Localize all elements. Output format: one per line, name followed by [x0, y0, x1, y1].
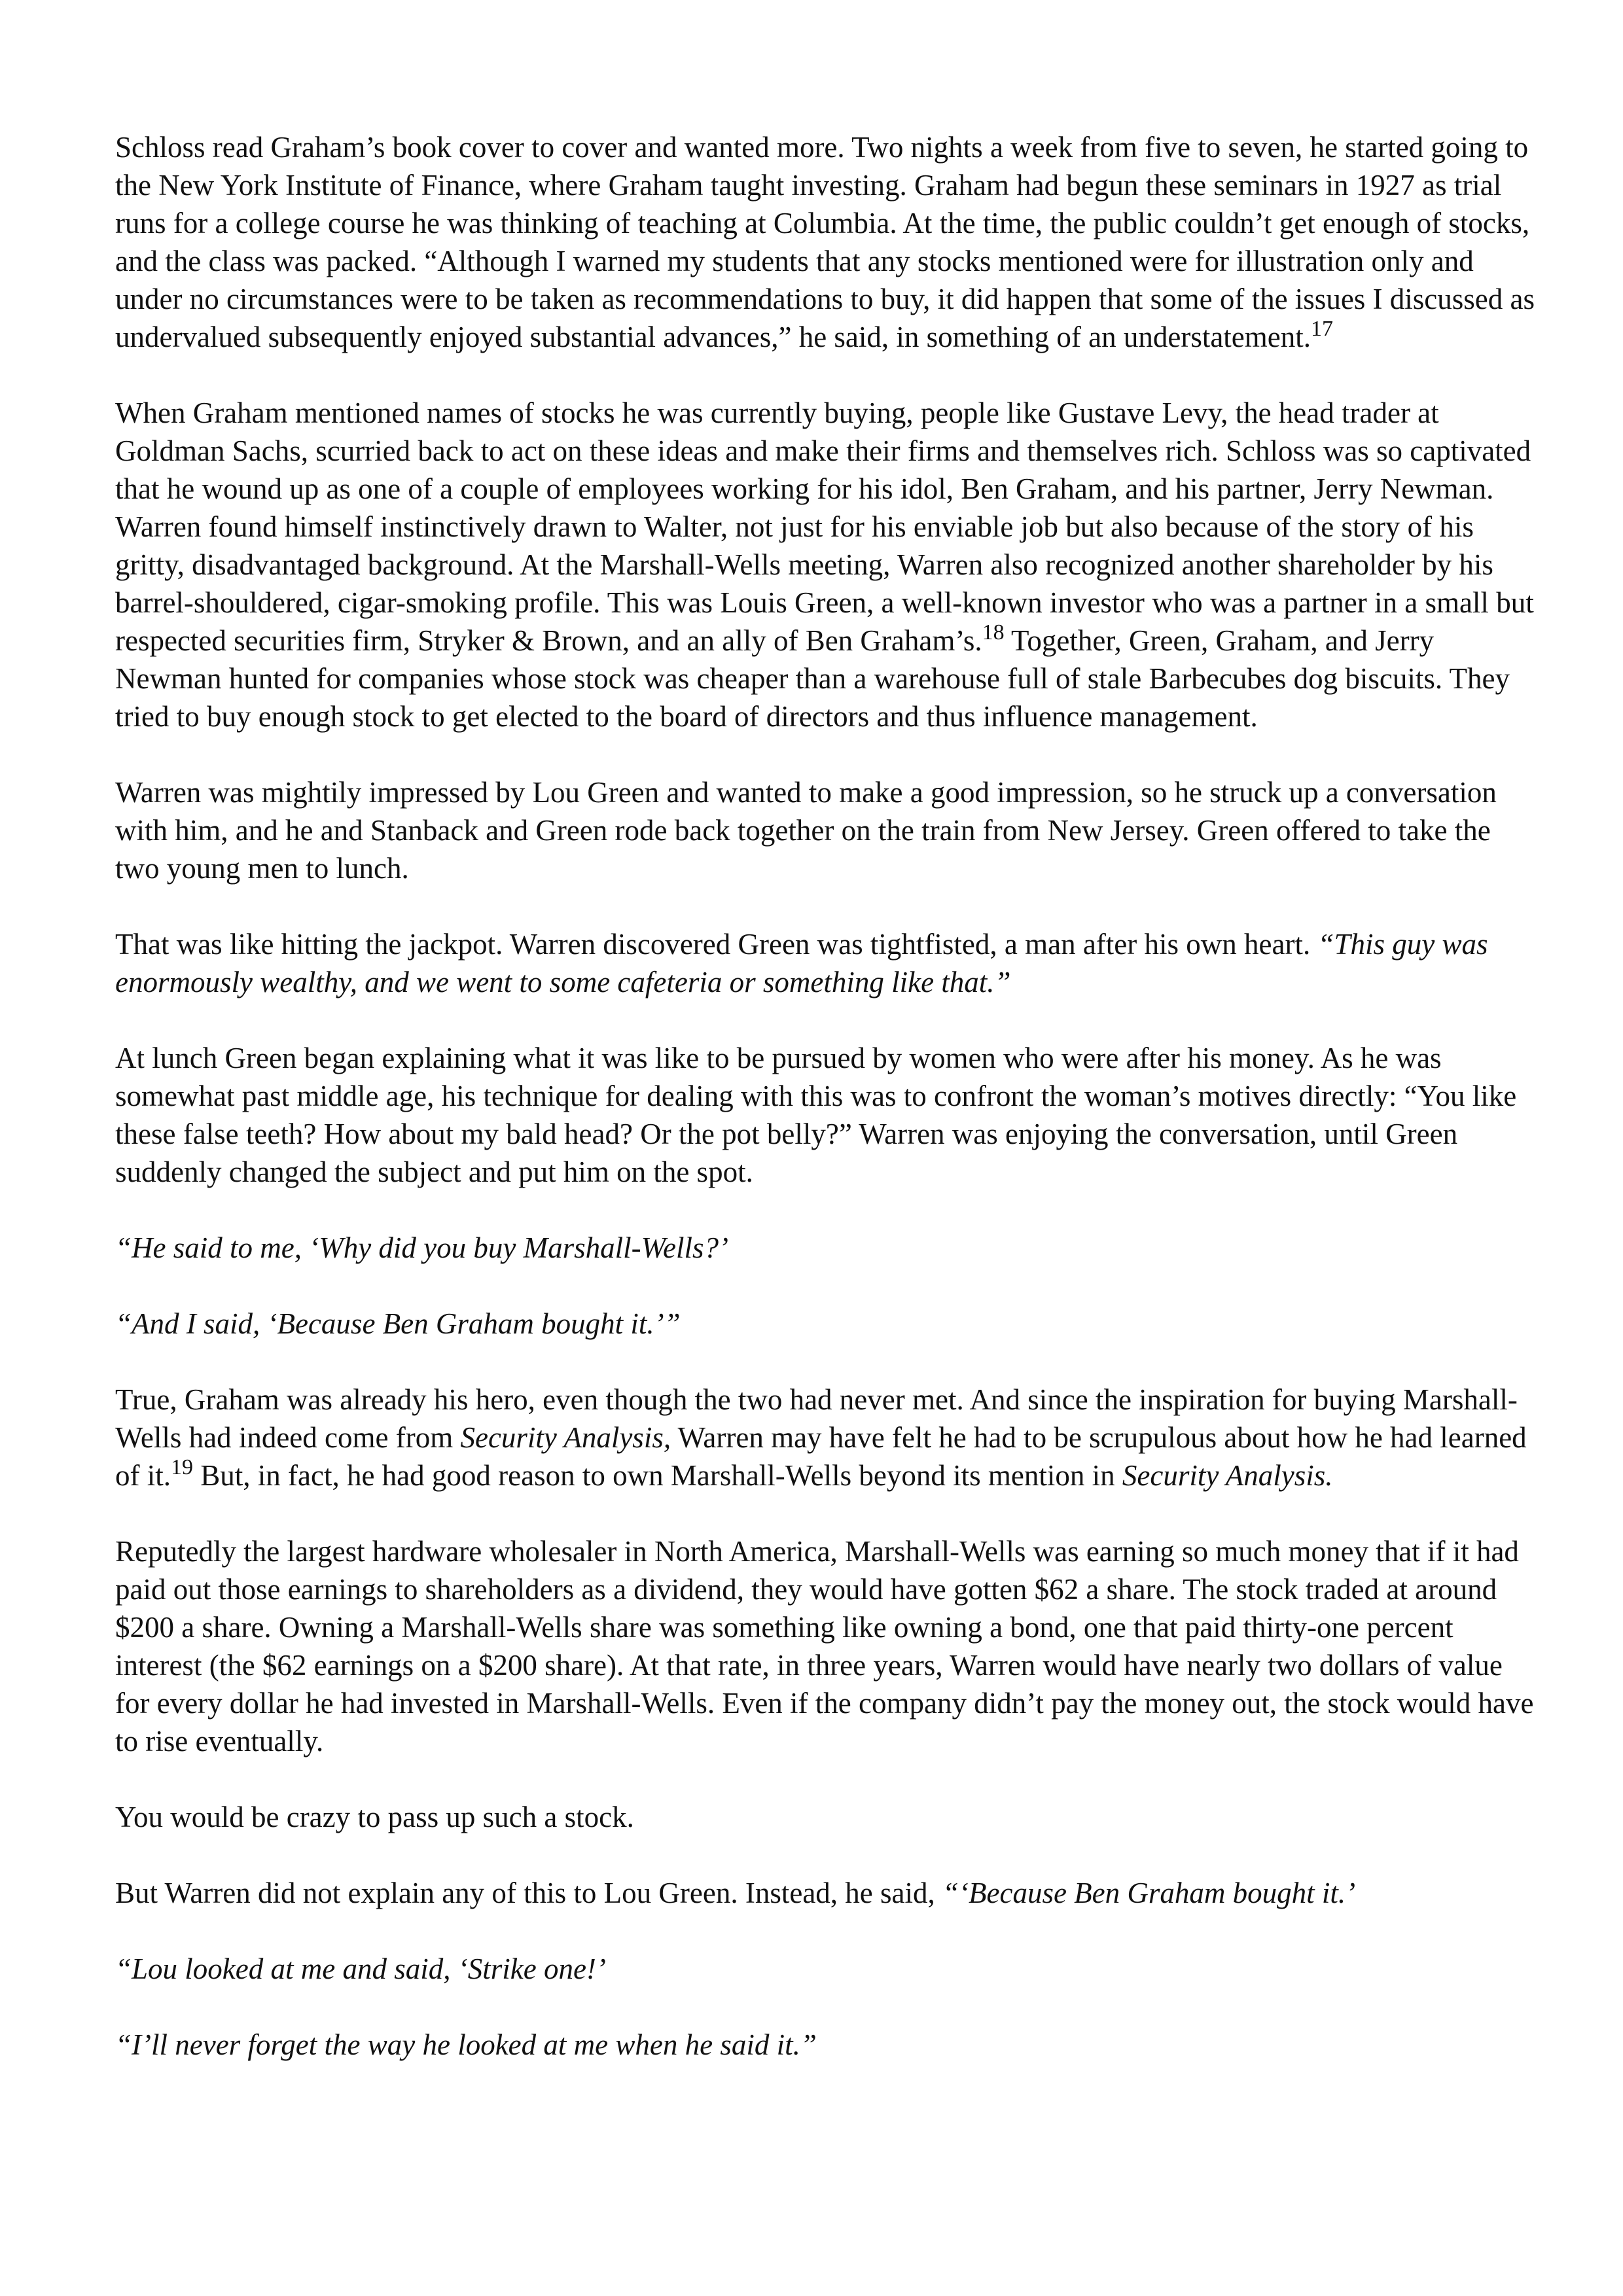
paragraph-text: Reputedly the largest hardware wholesaler in North America, Marshall-Wells was earning so much money that if it had paid out those earnings to shareholders as a dividend, they would have gotten $62 a share. The stock traded at around $200 a share. Owning a Marshall-Wells share was something like owning a bond, one that paid thirty-one percent interest (the $62 earnings on a $200 share). At that rate, in three years, Warren would have nearly two dollars of value for every dollar he had invested in Marshall-Wells. Even if the company didn’t pay the money out, the stock would have to rise eventually.: [115, 1535, 1534, 1757]
quote-text: “I’ll never forget the way he looked at me when he said it.”: [115, 2028, 817, 2061]
paragraph-text: When Graham mentioned names of stocks he was currently buying, people like Gustave Levy, the head trader at Goldman Sachs, scurried back to act on these ideas and make their firms and themselves rich. Schloss was so captivated that he wound up as one of a couple of employees working for his idol, Ben Graham, and his partner, Jerry Newman. Warren found himself instinctively drawn to Walter, not just for his enviable job but also because of the story of his gritty, disadvantaged background. At the Marshall-Wells meeting, Warren also recognized another shareholder by his barrel-shouldered, cigar-smoking profile. This was Louis Green, a well-known investor who was a partner in a small but respected securities firm, Stryker & Brown, and an ally of Ben Graham’s.: [115, 397, 1534, 657]
paragraph-text: Schloss read Graham’s book cover to cover and wanted more. Two nights a week from five to seven, he started going to the New York Institute of Finance, where Graham taught investing. Graham had begun these seminars in 1927 as trial runs for a college course he was thinking of teaching at Columbia. At the time, the public couldn’t get enough of stocks, and the class was packed. “Although I warned my students that any stocks mentioned were for illustration only and under no circumstances were to be taken as recommendations to buy, it did happen that some of the issues I discussed as undervalued subsequently enjoyed substantial advances,” he said, in something of an understatement.: [115, 131, 1535, 353]
quote-text: “Lou looked at me and said, ‘Strike one!’: [115, 1952, 606, 1985]
paragraph-text: You would be crazy to pass up such a stock.: [115, 1801, 634, 1833]
paragraph-8: [115, 1381, 1535, 1494]
paragraph-5: [115, 1039, 1535, 1191]
paragraph-text: True, Graham was already his hero, even though the two had never met. And since the inspiration for buying Marshall-Wells had indeed come from: [115, 1383, 1518, 1454]
body-text: [115, 128, 1535, 2064]
paragraph-10: [115, 1798, 1535, 1836]
paragraph-text: Together, Green, Graham, and Jerry Newman hunted for companies whose stock was cheaper than a warehouse full of stale Barbecubes dog biscuits. They tried to buy enough stock to get elected to the board of directors and thus influence management.: [115, 624, 1510, 733]
paragraph-text: But, in fact, he had good reason to own Marshall-Wells beyond its mention in: [193, 1459, 1122, 1492]
paragraph-9: [115, 1532, 1535, 1760]
paragraph-text: Warren was mightily impressed by Lou Green and wanted to make a good impression, so he struck up a conversation with him, and he and Stanback and Green rode back together on the train from New Jersey. Green offered to take the two young men to lunch.: [115, 776, 1497, 885]
paragraph-2: [115, 394, 1535, 735]
paragraph-3: [115, 773, 1535, 887]
paragraph-text: That was like hitting the jackpot. Warren discovered Green was tightfisted, a man after his own heart.: [115, 928, 1318, 961]
paragraph-text: At lunch Green began explaining what it was like to be pursued by women who were after his money. As he was somewhat past middle age, his technique for dealing with this was to confront the woman’s motives directly: “You like these false teeth? How about my bald head? Or the pot belly?” Warren was enjoying the conversation, until Green suddenly changed the subject and put him on the spot.: [115, 1042, 1517, 1188]
footnote-marker-19: 19: [171, 1455, 193, 1479]
paragraph-12: [115, 1950, 1535, 1988]
quote-text: “He said to me, ‘Why did you buy Marshall-Wells?’: [115, 1231, 728, 1264]
paragraph-7: [115, 1305, 1535, 1343]
paragraph-6: [115, 1229, 1535, 1267]
quote-text: “And I said, ‘Because Ben Graham bought it.’”: [115, 1307, 681, 1340]
book-title: Security Analysis.: [1122, 1459, 1333, 1492]
footnote-marker-17: 17: [1311, 317, 1334, 341]
quote-text: “This guy was enormously wealthy, and we went to some cafeteria or something like that.”: [115, 928, 1488, 998]
paragraph-4: [115, 925, 1535, 1001]
paragraph-text: Warren may have felt he had to be scrupulous about how he had learned of it.: [115, 1421, 1527, 1492]
paragraph-11: [115, 1874, 1535, 1912]
book-title: Security Analysis,: [460, 1421, 671, 1454]
footnote-marker-18: 18: [982, 620, 1005, 645]
quote-text: “‘Because Ben Graham bought it.’: [942, 1877, 1356, 1909]
paragraph-1: [115, 128, 1535, 356]
paragraph-text: But Warren did not explain any of this to Lou Green. Instead, he said,: [115, 1877, 942, 1909]
paragraph-13: [115, 2026, 1535, 2064]
